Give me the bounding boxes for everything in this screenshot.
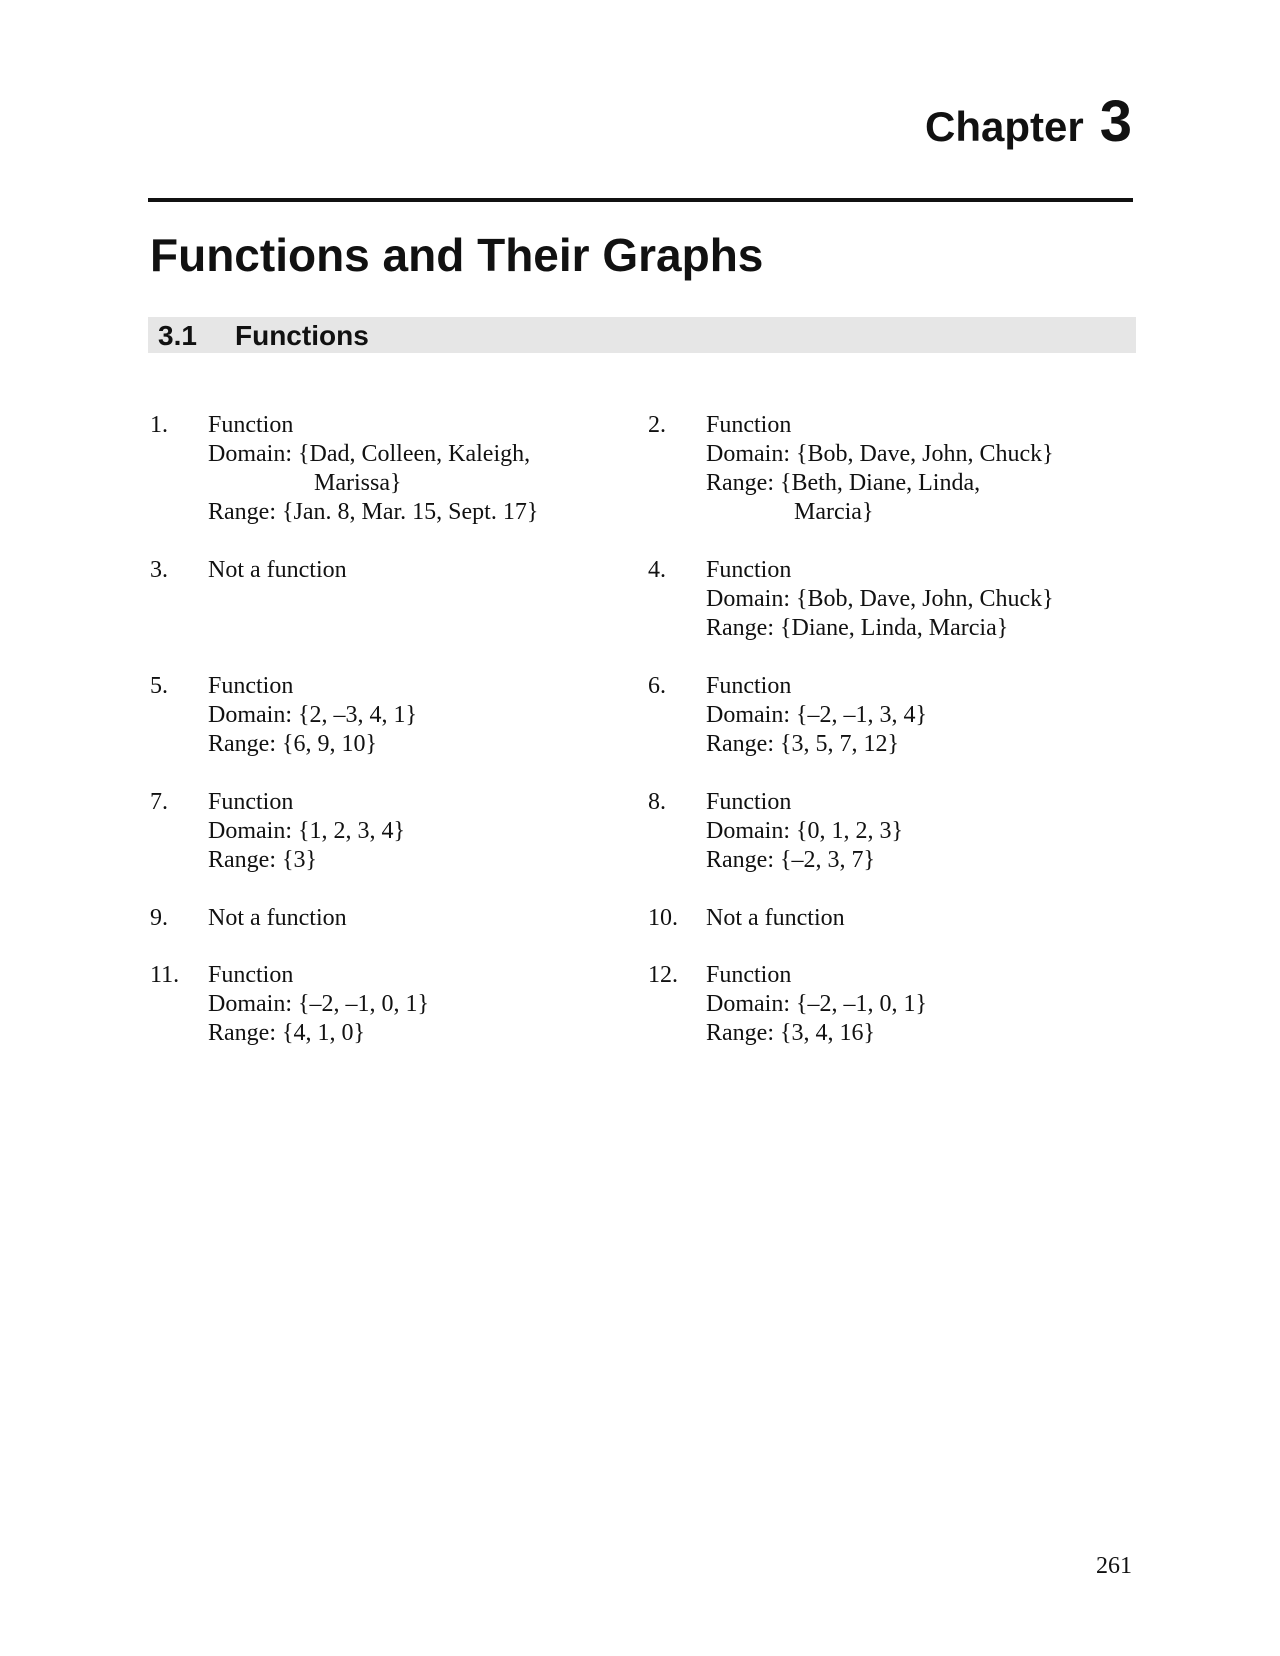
answer-domain: Domain: {Bob, Dave, John, Chuck} [706,586,1054,612]
answer-number: 10. [648,905,678,931]
answer-range: Range: {–2, 3, 7} [706,847,876,873]
answer-number: 5. [150,673,168,699]
chapter-label: Chapter [925,103,1084,150]
answer-domain: Domain: {–2, –1, 3, 4} [706,702,928,728]
answer-number: 6. [648,673,666,699]
answer-range: Range: {6, 9, 10} [208,731,378,757]
answer-domain: Domain: {–2, –1, 0, 1} [208,991,430,1017]
answer-number: 11. [150,962,180,988]
answer-range: Range: {3, 4, 16} [706,1020,876,1046]
answer-domain: Domain: {–2, –1, 0, 1} [706,991,928,1017]
answer-result: Function [706,962,792,988]
answer-range: Range: {Beth, Diane, Linda, [706,470,981,496]
answer-result: Function [706,412,792,438]
answer-number: 9. [150,905,168,931]
page-title: Functions and Their Graphs [150,229,764,281]
answer-result: Function [208,673,294,699]
answer-range-continued: Marcia} [794,499,874,525]
chapter-number: 3 [1099,89,1132,154]
answer-result: Function [706,557,792,583]
answer-result: Function [208,412,294,438]
answer-result: Function [208,962,294,988]
answer-number: 8. [648,789,666,815]
answer-result: Function [706,789,792,815]
answer-result: Function [706,673,792,699]
chapter-rule [148,198,1133,202]
answer-domain: Domain: {Dad, Colleen, Kaleigh, [208,441,531,467]
answer-result: Not a function [208,557,347,583]
answer-result: Not a function [208,905,347,931]
answer-number: 7. [150,789,168,815]
answer-domain: Domain: {1, 2, 3, 4} [208,818,406,844]
chapter-heading [925,88,1132,155]
section-title: Functions [235,320,369,351]
answer-range: Range: {3, 5, 7, 12} [706,731,900,757]
answer-number: 3. [150,557,168,583]
answer-domain-continued: Marissa} [314,470,402,496]
answer-domain: Domain: {2, –3, 4, 1} [208,702,418,728]
answer-range: Range: {Diane, Linda, Marcia} [706,615,1009,641]
answer-result: Not a function [706,905,845,931]
answer-number: 4. [648,557,666,583]
answer-number: 2. [648,412,666,438]
section-number: 3.1 [158,320,197,351]
answer-number: 12. [648,962,678,988]
answer-domain: Domain: {0, 1, 2, 3} [706,818,904,844]
answer-domain: Domain: {Bob, Dave, John, Chuck} [706,441,1054,467]
answer-number: 1. [150,412,168,438]
answer-range: Range: {Jan. 8, Mar. 15, Sept. 17} [208,499,539,525]
answer-range: Range: {4, 1, 0} [208,1020,366,1046]
answer-result: Function [208,789,294,815]
page-number: 261 [1096,1553,1132,1579]
answer-range: Range: {3} [208,847,318,873]
